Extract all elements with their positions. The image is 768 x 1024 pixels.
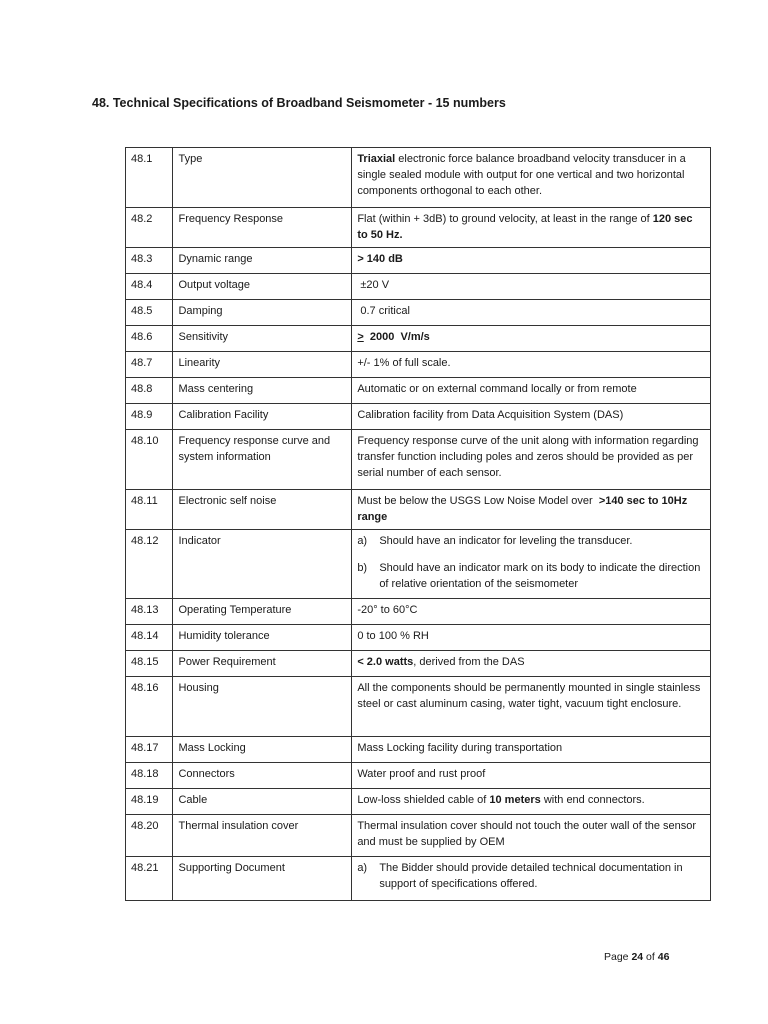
- spec-parameter: Linearity: [173, 352, 352, 378]
- page-label: Page: [604, 951, 632, 963]
- spec-row: [126, 737, 711, 763]
- spec-parameter: Output voltage: [173, 274, 352, 300]
- spec-number: 48.7: [126, 352, 173, 378]
- spec-parameter: Sensitivity: [173, 326, 352, 352]
- spec-parameter: Indicator: [173, 530, 352, 599]
- spec-value-text: Flat (within + 3dB) to ground velocity, at least in the range of: [357, 213, 653, 225]
- spec-value-bold-text: >: [357, 331, 364, 343]
- spec-number: 48.9: [126, 404, 173, 430]
- spec-parameter: Operating Temperature: [173, 599, 352, 625]
- list-marker: a): [357, 862, 368, 874]
- spec-number: 48.1: [126, 148, 173, 208]
- spec-number: 48.10: [126, 430, 173, 490]
- spec-row: [126, 378, 711, 404]
- spec-number: 48.6: [126, 326, 173, 352]
- spec-parameter: Supporting Document: [173, 857, 352, 901]
- list-text: Should have an indicator mark on its body to indicate the direction of relative orientation of the seismometer: [379, 562, 701, 590]
- spec-parameter: Housing: [173, 677, 352, 737]
- spec-table-body: [126, 148, 711, 901]
- spec-value-text: -20° to 60°C: [357, 604, 418, 616]
- spec-number: 48.5: [126, 300, 173, 326]
- spec-value: [352, 599, 711, 625]
- spec-value: [352, 300, 711, 326]
- spec-number: 48.13: [126, 599, 173, 625]
- spec-value-text: with end connectors.: [540, 794, 645, 806]
- spec-value: [352, 677, 711, 737]
- spec-number: 48.17: [126, 737, 173, 763]
- spec-row: [126, 404, 711, 430]
- spec-value-text: 0.7 critical: [357, 305, 410, 317]
- spec-number: 48.15: [126, 651, 173, 677]
- spec-row: [126, 815, 711, 857]
- spec-value: [352, 857, 711, 901]
- spec-value-text: All the components should be permanently mounted in single stainless steel or cast aluminum casing, water tight, vacuum tight enclosure.: [357, 682, 704, 710]
- spec-parameter: Humidity tolerance: [173, 625, 352, 651]
- spec-row: [126, 490, 711, 530]
- spec-row: [126, 274, 711, 300]
- spec-value-text: +/- 1% of full scale.: [357, 357, 451, 369]
- spec-value-bold-text: 10 meters: [489, 794, 541, 806]
- spec-value: [352, 789, 711, 815]
- spec-value-text: Thermal insulation cover should not touch the outer wall of the sensor and must be supplied by OEM: [357, 820, 700, 848]
- spec-number: 48.3: [126, 248, 173, 274]
- spec-number: 48.4: [126, 274, 173, 300]
- spec-value-bold-text: >140 sec to 10Hz range: [357, 495, 691, 523]
- spec-value: [352, 378, 711, 404]
- spec-value-text: Frequency response curve of the unit along with information regarding transfer function including poles and zeros should be provided as per serial number of each sensor.: [357, 435, 702, 479]
- spec-value: [352, 737, 711, 763]
- spec-parameter: Frequency response curve and system information: [173, 430, 352, 490]
- spec-value-list-item: [357, 560, 705, 592]
- spec-number: 48.14: [126, 625, 173, 651]
- page-total: 46: [657, 951, 670, 963]
- spec-number: 48.16: [126, 677, 173, 737]
- spec-row: [126, 326, 711, 352]
- spec-number: 48.8: [126, 378, 173, 404]
- spec-value-text: 0 to 100 % RH: [357, 630, 429, 642]
- spec-value: [352, 208, 711, 248]
- page-footer: [604, 951, 669, 963]
- list-marker: b): [357, 562, 368, 574]
- spec-row: [126, 857, 711, 901]
- spec-parameter: Mass Locking: [173, 737, 352, 763]
- spec-row: [126, 599, 711, 625]
- spec-value-bold-text: 120 sec to 50 Hz.: [357, 213, 696, 241]
- spec-parameter: Type: [173, 148, 352, 208]
- spec-value: [352, 490, 711, 530]
- spec-number: 48.2: [126, 208, 173, 248]
- spec-parameter: Damping: [173, 300, 352, 326]
- list-text: The Bidder should provide detailed technical documentation in support of specifications offered.: [379, 862, 683, 890]
- spec-value-text: Water proof and rust proof: [357, 768, 486, 780]
- page-of: of: [643, 951, 658, 963]
- spec-row: [126, 352, 711, 378]
- spec-row: [126, 677, 711, 737]
- spec-value-text: electronic force balance broadband velocity transducer in a single sealed module with output for one vertical and two horizontal components orthogonal to each other.: [357, 153, 689, 197]
- page-current: 24: [631, 951, 644, 963]
- spec-row: [126, 530, 711, 599]
- spec-value-bold-text: < 2.0 watts: [357, 656, 414, 668]
- spec-value-text: Calibration facility from Data Acquisition System (DAS): [357, 409, 624, 421]
- spec-number: 48.21: [126, 857, 173, 901]
- spec-number: 48.20: [126, 815, 173, 857]
- spec-row: [126, 763, 711, 789]
- spec-value: [352, 530, 711, 599]
- spec-value-list: [357, 860, 705, 892]
- spec-value: [352, 651, 711, 677]
- spec-parameter: Frequency Response: [173, 208, 352, 248]
- spec-parameter: Dynamic range: [173, 248, 352, 274]
- spec-parameter: Cable: [173, 789, 352, 815]
- spec-parameter: Power Requirement: [173, 651, 352, 677]
- spec-value: [352, 352, 711, 378]
- spec-value-bold-text: 2000 V/m/s: [363, 331, 430, 343]
- spec-number: 48.19: [126, 789, 173, 815]
- spec-value-list: [357, 533, 705, 592]
- spec-value-text: ±20 V: [357, 279, 390, 291]
- spec-row: [126, 300, 711, 326]
- spec-value-list-item: [357, 533, 705, 549]
- spec-number: 48.12: [126, 530, 173, 599]
- spec-row: [126, 789, 711, 815]
- spec-row: [126, 248, 711, 274]
- spec-row: [126, 430, 711, 490]
- spec-value-bold-text: Triaxial: [357, 153, 396, 165]
- spec-row: [126, 625, 711, 651]
- spec-value: [352, 625, 711, 651]
- spec-value-bold-text: > 140 dB: [357, 253, 403, 265]
- spec-value-text: Must be below the USGS Low Noise Model over: [357, 495, 599, 507]
- spec-number: 48.11: [126, 490, 173, 530]
- spec-row: [126, 651, 711, 677]
- spec-value-text: Low-loss shielded cable of: [357, 794, 490, 806]
- spec-number: 48.18: [126, 763, 173, 789]
- section-heading: 48. Technical Specifications of Broadband Seismometer - 15 numbers: [92, 96, 506, 110]
- spec-value-text: Automatic or on external command locally or from remote: [357, 383, 637, 395]
- spec-row: [126, 208, 711, 248]
- spec-value: [352, 404, 711, 430]
- list-text: Should have an indicator for leveling the transducer.: [379, 535, 633, 547]
- spec-value-list-item: [357, 860, 705, 892]
- spec-table: [125, 147, 711, 901]
- spec-parameter: Electronic self noise: [173, 490, 352, 530]
- spec-row: [126, 148, 711, 208]
- spec-value: [352, 148, 711, 208]
- spec-value-text: , derived from the DAS: [413, 656, 525, 668]
- spec-value-text: Mass Locking facility during transportation: [357, 742, 563, 754]
- spec-parameter: Calibration Facility: [173, 404, 352, 430]
- spec-value: [352, 430, 711, 490]
- spec-parameter: Mass centering: [173, 378, 352, 404]
- spec-value: [352, 815, 711, 857]
- spec-value: [352, 763, 711, 789]
- list-marker: a): [357, 535, 368, 547]
- spec-value: [352, 274, 711, 300]
- spec-value: [352, 326, 711, 352]
- spec-value: [352, 248, 711, 274]
- spec-parameter: Thermal insulation cover: [173, 815, 352, 857]
- spec-parameter: Connectors: [173, 763, 352, 789]
